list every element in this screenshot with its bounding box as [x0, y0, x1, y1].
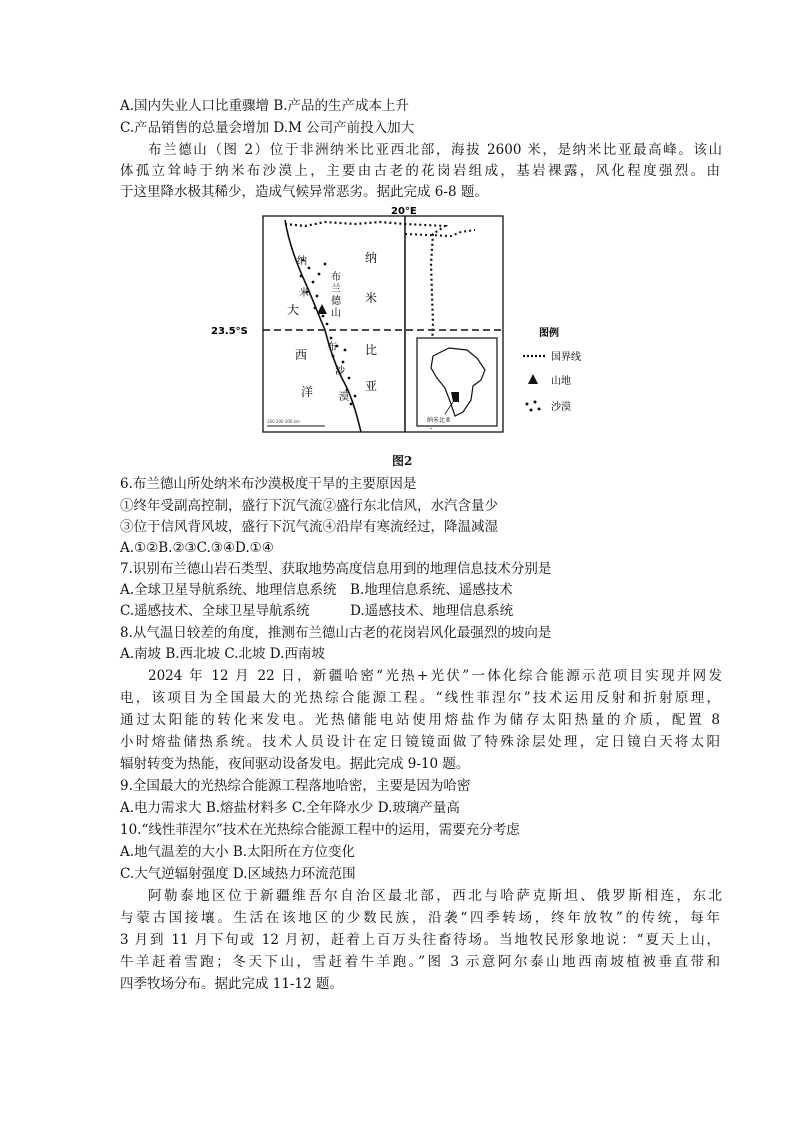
legend-mountain-icon	[528, 374, 538, 384]
svg-text:洋: 洋	[301, 385, 314, 399]
q9-choices: A.电力需求大 B.熔盐材料多 C.全年降水少 D.玻璃产量高	[120, 800, 460, 816]
legend-desert-icon	[526, 401, 541, 412]
latitude-label: 23.5°S	[211, 326, 248, 337]
svg-text:沙: 沙	[335, 366, 345, 377]
q5-options-ab: A.国内失业人口比重骤增 B.产品的生产成本上升	[120, 98, 410, 114]
svg-text:兰: 兰	[331, 284, 341, 295]
namibia-map-figure	[205, 204, 595, 436]
longitude-label: 20°E	[391, 206, 417, 217]
desert-dots	[300, 259, 357, 406]
q10-stem: 10.“线性菲涅尔”技术在光热综合能源工程中的运用，需要充分考虑	[120, 822, 520, 838]
svg-text:亚: 亚	[365, 379, 378, 393]
legend-title: 图例	[539, 328, 559, 339]
intro2-line-1: 2024 年 12 月 22 日，新疆哈密“光热+光伏”一体化综合能源示范项目实现并网发	[148, 668, 722, 684]
ocean-label	[287, 302, 313, 399]
intro2-line-4: 小时熔盐储热系统。技术人员设计在定日镜镜面做了特殊涂层处理，定日镜白天将太阳	[120, 734, 720, 750]
q8-choices: A.南坡 B.西北坡 C.北坡 D.西南坡	[120, 646, 325, 662]
q6-options-12: ①终年受副高控制，盛行下沉气流②盛行东北信风，水汽含量少	[120, 498, 498, 514]
legend-mountain: 山地	[551, 376, 571, 387]
q10-options-ab: A.地气温差的大小 B.太阳所在方位变化	[120, 844, 356, 860]
scale-text: 100 200 300 km	[267, 419, 300, 424]
intro3-line-3: 3 月到 11 月下旬或 12 月初，赶着上百万头往畜待场。当地牧民形象地说：“夏天上山，	[120, 932, 720, 948]
q9-stem: 9.全国最大的光热综合能源工程落地哈密，主要是因为哈密	[120, 778, 471, 794]
inset-label: 纳米比亚	[427, 417, 452, 424]
q8-stem: 8.从气温日较差的角度，推测布兰德山古老的花岗岩风化最强烈的坡向是	[120, 625, 552, 641]
intro1-line-1: 布兰德山（图 2）位于非洲纳米比亚西北部，海拔 2600 米，是纳米比亚最高峰。该山	[148, 142, 722, 158]
svg-text:西: 西	[295, 348, 308, 362]
legend-border: 国界线	[551, 352, 581, 363]
q6-choices: A.①②B.②③C.③④D.①④	[120, 540, 274, 556]
svg-text:德: 德	[331, 296, 341, 307]
svg-text:布: 布	[331, 272, 341, 283]
svg-text:布: 布	[327, 342, 337, 353]
q10-options-cd: C.大气逆辐射强度 D.区域热力环流范围	[120, 866, 356, 882]
q7-options-cd: C.遥感技术、全球卫星导航系统 D.遥感技术、地理信息系统	[120, 603, 514, 619]
q6-stem: 6.布兰德山所处纳米布沙漠极度干旱的主要原因是	[120, 476, 417, 492]
intro1-line-3: 于这里降水极其稀少，造成气候异常恶劣。据此完成 6-8 题。	[120, 184, 488, 200]
brandberg-mountain-icon	[317, 304, 327, 314]
intro3-line-4: 牛羊赶着雪跑；冬天下山，雪赶着牛羊跑。”图 3 示意阿尔泰山地西南坡植被垂直带和	[120, 954, 720, 970]
intro3-line-5: 四季牧场分布。据此完成 11-12 题。	[120, 976, 344, 992]
q7-stem: 7.识别布兰德山岩石类型、获取地势高度信息用到的地理信息技术分别是	[120, 561, 552, 577]
svg-text:大: 大	[287, 303, 300, 317]
caprivi-border	[405, 230, 475, 236]
legend-desert: 沙漠	[551, 402, 571, 413]
intro2-line-5: 辐射转变为热能，夜间驱动设备发电。据此完成 9-10 题。	[120, 756, 470, 772]
svg-text:纳: 纳	[297, 256, 307, 267]
svg-text:比: 比	[365, 343, 378, 357]
figure-caption: 图2	[392, 454, 413, 468]
q6-options-34: ③位于信风背风坡，盛行下沉气流④沿岸有寒流经过，降温减湿	[120, 519, 498, 535]
svg-text:漠: 漠	[339, 392, 349, 403]
q5-options-cd: C.产品销售的总量会增加 D.M 公司产前投入加大	[120, 120, 415, 136]
intro3-line-2: 与蒙古国接壤。生活在该地区的少数民族，沿袭“四季转场，终年放牧”的传统，每年	[120, 910, 720, 926]
intro2-line-2: 电，该项目为全国最大的光热综合能源工程。“线性菲涅尔”技术运用反射和折射原理，	[120, 690, 720, 706]
svg-text:米: 米	[365, 291, 378, 305]
intro1-line-2: 体孤立耸峙于纳米布沙漠上，主要由古老的花岗岩组成，基岩裸露，风化程度强烈。由	[120, 163, 720, 179]
coastline	[285, 220, 361, 432]
q7-options-ab: A.全球卫星导航系统、地理信息系统 B.地理信息系统、遥感技术	[120, 582, 513, 598]
mountain-label	[331, 270, 342, 319]
africa-inset	[417, 338, 497, 426]
intro3-line-1: 阿勒泰地区位于新疆维吾尔自治区最北部，西北与哈萨克斯坦、俄罗斯相连，东北	[148, 888, 722, 904]
country-label	[365, 250, 377, 393]
svg-text:纳: 纳	[365, 251, 378, 265]
intro2-line-3: 通过太阳能的转化来发电。光热储能电站使用熔盐作为储存太阳热量的介质，配置 8	[120, 712, 720, 728]
svg-text:米: 米	[299, 288, 309, 299]
svg-text:山: 山	[331, 308, 341, 319]
